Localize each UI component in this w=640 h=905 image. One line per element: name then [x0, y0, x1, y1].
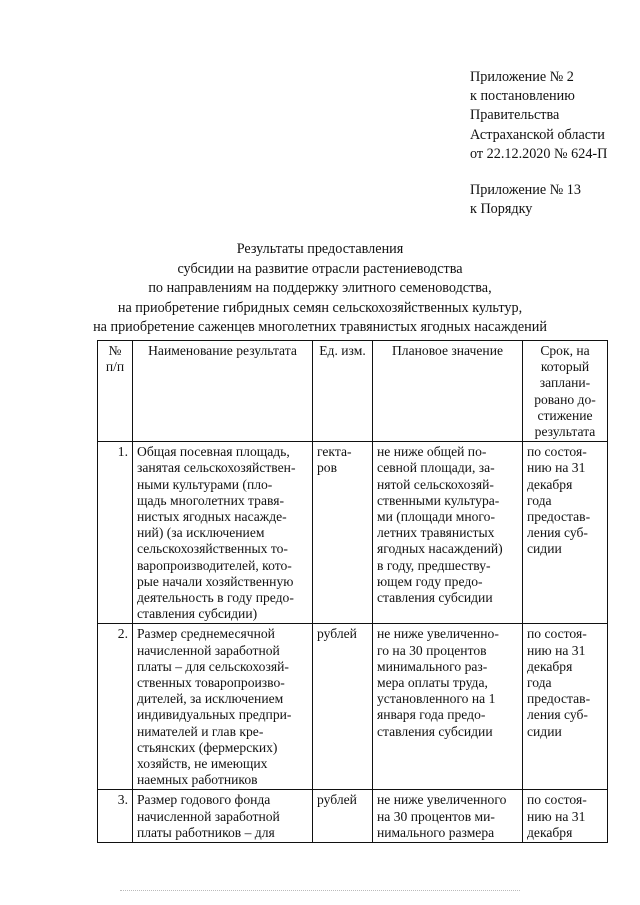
cell-line: в году, предшеству- — [377, 557, 491, 573]
table-body — [98, 442, 608, 843]
cell-line: нимального размера — [377, 824, 495, 840]
cell-line: начисленной заработной — [137, 808, 280, 824]
header-gap — [470, 164, 607, 181]
cell-line: ления суб- — [527, 707, 588, 723]
cell-name — [133, 442, 313, 624]
cell-line: сельскохозяйственных то- — [137, 541, 288, 557]
cell-line: результата — [534, 424, 596, 440]
cell-line: ставления субсидии — [377, 590, 493, 606]
cell-line: января года предо- — [377, 707, 486, 723]
title-line: на приобретение гибридных семян сельскохозяйственных культур, — [117, 299, 523, 316]
cell-line: нию на 31 — [527, 642, 586, 658]
cell-line: ний) (за исключением — [137, 525, 265, 541]
cell-line: наемных работников — [137, 772, 258, 788]
cell-line: года — [527, 492, 552, 508]
header-name — [133, 341, 313, 442]
cell-line: минимального раз- — [377, 658, 488, 674]
cell-line: го на 30 процентов — [377, 642, 487, 658]
title-line: по направлениям на поддержку элитного семеноводства, — [148, 280, 492, 296]
cell-line: не ниже увеличенного — [377, 792, 507, 808]
cell-unit — [313, 790, 373, 843]
header-line: Правительства — [470, 107, 560, 124]
cell-line: декабря — [527, 476, 573, 492]
cell-line: нию на 31 — [527, 808, 586, 824]
cell-line: декабря — [527, 824, 573, 840]
cell-line: сидии — [527, 541, 562, 557]
header-line: Приложение № 13 — [470, 182, 581, 199]
cell-line: хозяйств, не имеющих — [137, 756, 268, 772]
cell-name — [133, 790, 313, 843]
row-number: 2. — [98, 624, 133, 790]
header-line: к постановлению — [470, 88, 575, 105]
cell-line: Ед. изм. — [319, 343, 366, 358]
cell-line: года — [527, 675, 552, 691]
cell-line: ющем году предо- — [377, 573, 483, 589]
title-line: субсидии на развитие отрасли растениеводства — [177, 260, 463, 277]
scan-artifact — [120, 888, 520, 891]
cell-line: п/п — [105, 359, 125, 375]
cell-line: нимателей и глав кре- — [137, 723, 264, 739]
cell-line: Срок, на — [540, 343, 590, 358]
cell-line: Общая посевная площадь, — [137, 444, 290, 460]
cell-line: платы работников – для — [137, 824, 275, 840]
cell-line: ления суб- — [527, 525, 588, 541]
header-unit — [313, 341, 373, 442]
header-line: к Порядку — [470, 201, 533, 218]
cell-line: по состоя- — [527, 792, 587, 808]
cell-line: ставления субсидии) — [137, 606, 258, 622]
cell-line: деятельность в году предо- — [137, 590, 294, 606]
cell-line: Наименование результата — [148, 343, 297, 358]
cell-line: ров — [317, 460, 338, 476]
row-number: 1. — [98, 442, 133, 624]
cell-line: варопроизводителей, кото- — [137, 557, 292, 573]
header-num — [98, 341, 133, 442]
cell-line: заплани- — [539, 375, 591, 391]
cell-line: № — [108, 343, 122, 358]
cell-line: платы – для сельскохозяй- — [137, 658, 289, 674]
title-line: на приобретение саженцев многолетних травянистых ягодных насаждений — [93, 319, 547, 335]
cell-line: ровано до- — [534, 391, 596, 407]
cell-line: стижение — [537, 407, 593, 423]
table-row — [98, 790, 608, 843]
cell-line: нистых ягодных насажде- — [137, 509, 287, 525]
cell-line: мера оплаты труда, — [377, 675, 488, 691]
cell-unit — [313, 624, 373, 790]
cell-line: ственных товаропроизво- — [137, 675, 285, 691]
cell-line: летних травянистых — [377, 525, 495, 541]
cell-line: установленного на 1 — [377, 691, 496, 707]
cell-name — [133, 624, 313, 790]
cell-line: рублей — [317, 792, 357, 808]
document-title — [0, 240, 640, 338]
cell-line: нию на 31 — [527, 460, 586, 476]
cell-term — [523, 790, 608, 843]
cell-unit — [313, 442, 373, 624]
cell-line: ственными культура- — [377, 492, 500, 508]
title-line: Результаты предоставления — [236, 241, 404, 257]
header-line: Астраханской области — [470, 126, 605, 143]
cell-line: который — [540, 359, 590, 375]
cell-line: рублей — [317, 626, 357, 642]
cell-line: ягодных насаждений) — [377, 541, 503, 557]
row-number: 3. — [98, 790, 133, 843]
cell-line: предостав- — [527, 691, 591, 707]
cell-line: севной площади, за- — [377, 460, 495, 476]
cell-line: по состоя- — [527, 626, 587, 642]
table-row — [98, 442, 608, 624]
table-row — [98, 624, 608, 790]
cell-line: рые начали хозяйственную — [137, 573, 294, 589]
cell-line: Размер среднемесячной — [137, 626, 275, 642]
cell-line: индивидуальных предпри- — [137, 707, 292, 723]
cell-line: стьянских (фермерских) — [137, 739, 278, 755]
cell-line: начисленной заработной — [137, 642, 280, 658]
cell-line: предостав- — [527, 509, 591, 525]
cell-line: дителей, за исключением — [137, 691, 284, 707]
cell-line: не ниже общей по- — [377, 444, 487, 460]
cell-line: ными культурами (пло- — [137, 476, 273, 492]
cell-line: по состоя- — [527, 444, 587, 460]
header-line: Приложение № 2 — [470, 69, 574, 85]
cell-line: декабря — [527, 658, 573, 674]
cell-line: на 30 процентов ми- — [377, 808, 495, 824]
cell-line: ставления субсидии — [377, 723, 493, 739]
cell-line: гекта- — [317, 444, 352, 460]
cell-line: не ниже увеличенно- — [377, 626, 499, 642]
cell-line: сидии — [527, 723, 562, 739]
cell-plan — [373, 442, 523, 624]
header-line: от 22.12.2020 № 624-П — [470, 145, 608, 162]
appendix-header — [470, 68, 607, 219]
cell-plan — [373, 790, 523, 843]
cell-line: ми (площади много- — [377, 509, 495, 525]
cell-line: занятая сельскохозяйствен- — [137, 460, 296, 476]
cell-line: Размер годового фонда — [137, 792, 271, 808]
cell-line: щадь многолетних травя- — [137, 492, 285, 508]
results-table — [97, 340, 608, 843]
cell-term — [523, 442, 608, 624]
cell-plan — [373, 624, 523, 790]
cell-line: нятой сельскохозяй- — [377, 476, 494, 492]
cell-line: Плановое значение — [391, 343, 503, 358]
header-term — [523, 341, 608, 442]
table-header-row — [98, 341, 608, 442]
header-plan — [373, 341, 523, 442]
cell-term — [523, 624, 608, 790]
